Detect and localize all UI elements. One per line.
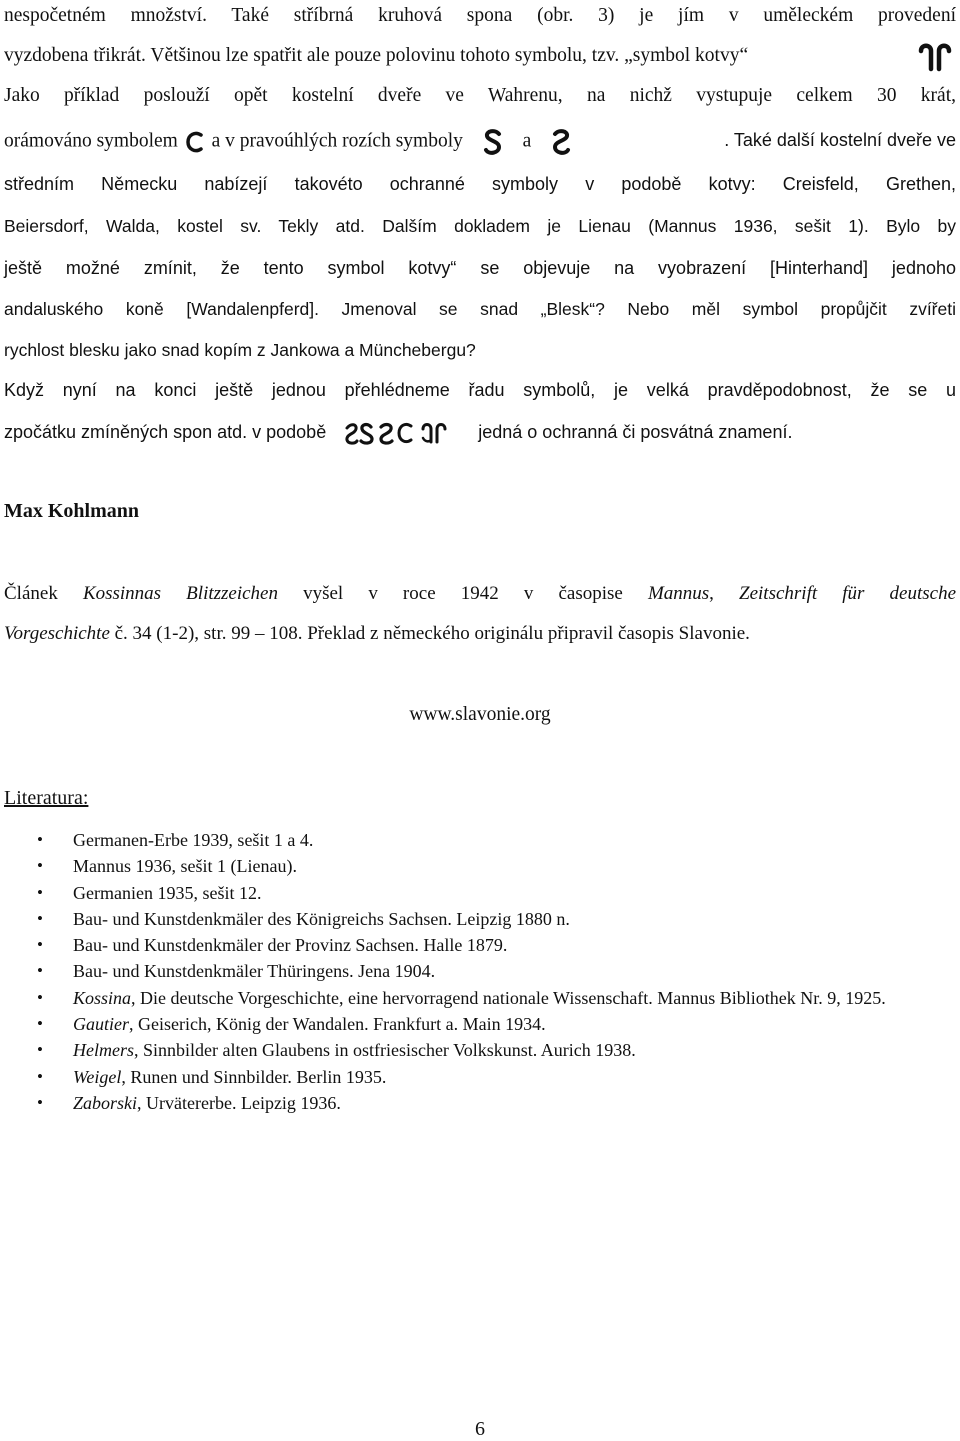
literature-text: , Sinnbilder alten Glaubens in ostfriesischer Volkskunst. Aurich 1938. — [134, 1040, 636, 1061]
literature-text: Bau- und Kunstdenkmäler Thüringens. Jena 1904. — [73, 961, 436, 982]
page-number: 6 — [475, 1418, 485, 1440]
literature-text: Germanien 1935, sešit 12. — [73, 882, 262, 903]
literature-item — [0, 880, 958, 906]
literature-text: , Geiserich, König der Wandalen. Frankfurt a. Main 1934. — [129, 1014, 546, 1035]
para1-line-4-b: a v pravoúhlých rozích symboly — [211, 130, 463, 152]
para1-line-2-text: vyzdobena třikrát. Většinou lze spatřit ale pouze polovinu tohoto symbolu, tzv. „symbol kotvy“ — [4, 45, 749, 66]
literature-text: , Runen und Sinnbilder. Berlin 1935. — [121, 1066, 387, 1087]
article-note-line-1 — [4, 582, 956, 606]
literature-item — [0, 1064, 958, 1090]
literature-text: Mannus 1936, sešit 1 (Lienau). — [73, 856, 297, 877]
literature-author: Weigel — [73, 1066, 122, 1087]
literature-item — [0, 1090, 958, 1116]
para1-line-1: nespočetném množství. Také stříbrná kruhová spona (obr. 3) je jím v uměleckém provedení — [4, 5, 956, 26]
article-note-line-2 — [4, 622, 956, 646]
literature-heading: Literatura: — [4, 787, 89, 809]
para1-line-4-c: a — [522, 130, 532, 152]
note-journal: Mannus — [647, 583, 710, 604]
website-link[interactable]: www.slavonie.org — [409, 704, 551, 725]
note-title: Kossinnas Blitzzeichen — [82, 583, 278, 604]
author-name: Max Kohlmann — [4, 500, 140, 522]
s-symbol-icon — [482, 128, 504, 156]
para1-line-8: andaluského koně [Wandalenpferd]. Jmenoval se snad „Blesk“? Nebo měl symbol propůjčit zvířeti — [4, 299, 956, 319]
anchor-symbol-icon — [918, 42, 952, 72]
literature-text: , Die deutsche Vorgeschichte, eine hervorragend nationale Wissenschaft. Mannus Bibliothek Nr. 9, 1925. — [131, 987, 886, 1008]
literature-author: Zaborski — [73, 1092, 138, 1113]
literature-item — [0, 1011, 958, 1037]
note-e: , — [709, 583, 740, 604]
note-c: vyšel v roce 1942 v časopise — [278, 583, 648, 604]
para1-line-4-a: orámováno symbolem — [4, 130, 178, 152]
para1-line-9: rychlost blesku jako snad kopím z Jankowa a Münchebergu? — [4, 340, 476, 360]
literature-author: Gautier — [73, 1014, 129, 1035]
symbol-row-icon — [343, 420, 463, 446]
note-journal-subtitle-end: Vorgeschichte — [4, 623, 110, 644]
para1-line-4-d: . Také další kostelní dveře ve — [724, 130, 956, 150]
note-journal-subtitle: Zeitschrift für deutsche — [739, 583, 957, 604]
para1-line-2 — [4, 44, 748, 68]
literature-text: Bau- und Kunstdenkmäler des Königreichs Sachsen. Leipzig 1880 n. — [73, 908, 570, 929]
literature-author: Kossina — [73, 987, 132, 1008]
literature-author: Helmers — [73, 1040, 134, 1061]
literature-item — [0, 958, 958, 984]
note-a: Článek — [4, 583, 83, 604]
literature-item — [0, 932, 958, 958]
literature-text: , Urvätererbe. Leipzig 1936. — [137, 1092, 341, 1113]
c-symbol-icon — [185, 130, 205, 154]
literature-item — [0, 1037, 958, 1063]
para2-line-2-b: jedná o ochranná či posvátná znamení. — [478, 422, 793, 442]
literature-text: Bau- und Kunstdenkmäler der Provinz Sachsen. Halle 1879. — [73, 935, 508, 956]
literature-text: Germanen-Erbe 1939, sešit 1 a 4. — [73, 830, 314, 850]
para1-line-7: ještě možné zmínit, že tento symbol kotvy“ se objevuje na vyobrazení [Hinterhand] jednoho — [4, 258, 956, 278]
para1-line-5: středním Německu nabízejí takovéto ochranné symboly v podobě kotvy: Creisfeld, Grethen, — [4, 174, 956, 194]
para2-line-2 — [4, 420, 956, 446]
note-h: č. 34 (1-2), str. 99 – 108. Překlad z německého originálu připravil časopis Slavonie. — [109, 623, 750, 644]
literature-item — [0, 853, 958, 879]
literature-item — [0, 827, 958, 853]
reversed-s-symbol-icon — [550, 128, 572, 156]
literature-item — [0, 906, 958, 932]
literature-item — [0, 985, 958, 1011]
para1-line-6: Beiersdorf, Walda, kostel sv. Tekly atd. Dalším dokladem je Lienau (Mannus 1936, sešit 1). Bylo by — [4, 216, 956, 236]
para2-line-2-a: zpočátku zmíněných spon atd. v podobě — [4, 422, 327, 442]
para2-line-1: Když nyní na konci ještě jednou přehlédneme řadu symbolů, je velká pravděpodobnost, že se u — [4, 380, 956, 400]
para1-line-3: Jako příklad poslouží opět kostelní dveře ve Wahrenu, na nichž vystupuje celkem 30 krát, — [4, 85, 956, 106]
literature-list — [0, 827, 958, 1116]
